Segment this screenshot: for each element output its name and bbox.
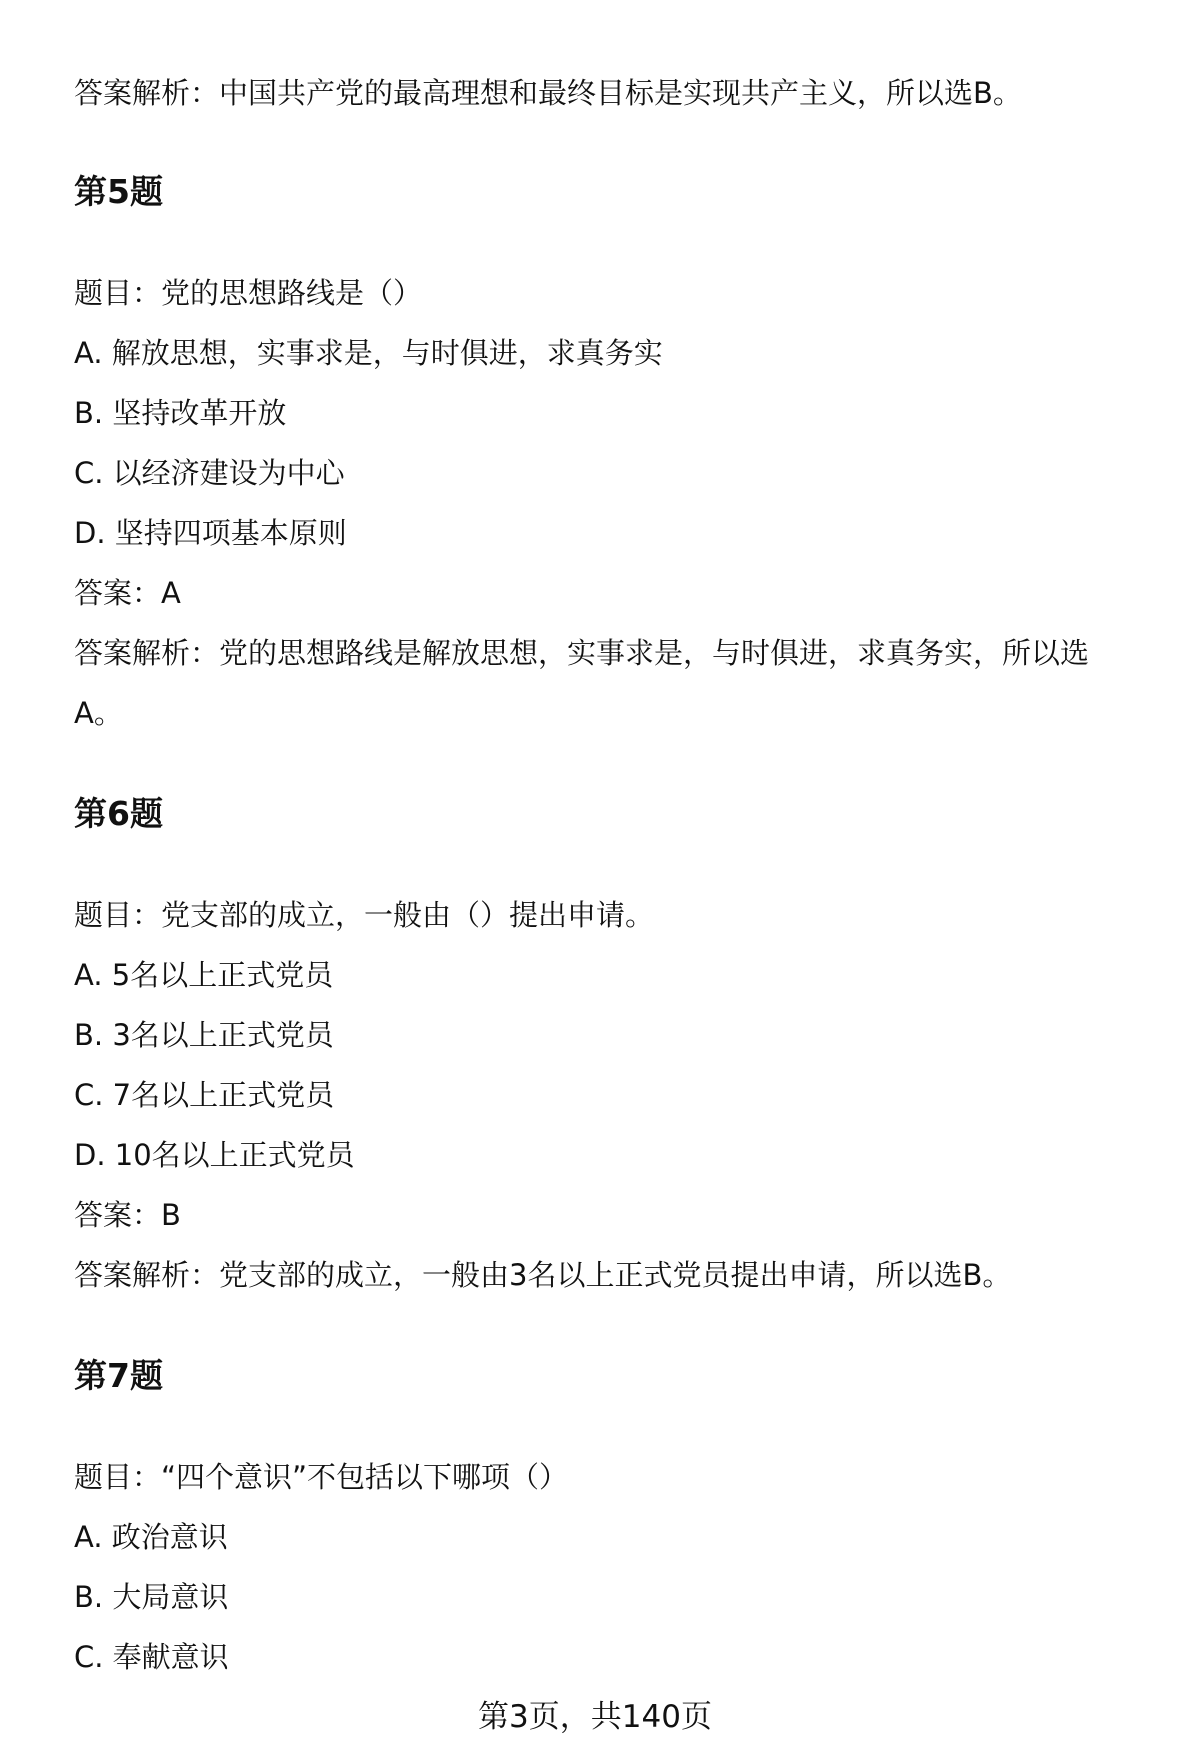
- question-5-option-a: A. 解放思想，实事求是，与时俱进，求真务实: [74, 336, 663, 370]
- question-6-stem: 题目：党支部的成立，一般由（）提出申请。: [74, 898, 655, 932]
- question-6-option-d: D. 10名以上正式党员: [74, 1138, 355, 1172]
- question-6-option-b: B. 3名以上正式党员: [74, 1018, 334, 1052]
- question-6-option-a: A. 5名以上正式党员: [74, 958, 334, 992]
- question-6-answer: 答案：B: [74, 1198, 181, 1232]
- page-number-footer: 第3页，共140页: [478, 1699, 712, 1735]
- prev-answer-analysis: 答案解析：中国共产党的最高理想和最终目标是实现共产主义，所以选B。: [74, 76, 1022, 110]
- question-5-option-b: B. 坚持改革开放: [74, 396, 287, 430]
- question-7-option-c: C. 奉献意识: [74, 1640, 229, 1674]
- question-7-stem: 题目：“四个意识”不包括以下哪项（）: [74, 1460, 569, 1494]
- question-6-analysis: 答案解析：党支部的成立，一般由3名以上正式党员提出申请，所以选B。: [74, 1258, 1012, 1292]
- question-5-analysis-line-1: 答案解析：党的思想路线是解放思想，实事求是，与时俱进，求真务实，所以选: [74, 636, 1090, 670]
- question-5-stem: 题目：党的思想路线是（）: [74, 276, 423, 310]
- question-7-option-b: B. 大局意识: [74, 1580, 229, 1614]
- question-7-title: 第7题: [74, 1356, 163, 1395]
- question-7-option-a: A. 政治意识: [74, 1520, 228, 1554]
- question-5-title: 第5题: [74, 172, 163, 211]
- question-6-title: 第6题: [74, 794, 163, 833]
- question-5-option-c: C. 以经济建设为中心: [74, 456, 345, 490]
- question-5-analysis-line-2: A。: [74, 696, 123, 730]
- question-5-answer: 答案：A: [74, 576, 181, 610]
- question-5-option-d: D. 坚持四项基本原则: [74, 516, 347, 550]
- question-6-option-c: C. 7名以上正式党员: [74, 1078, 335, 1112]
